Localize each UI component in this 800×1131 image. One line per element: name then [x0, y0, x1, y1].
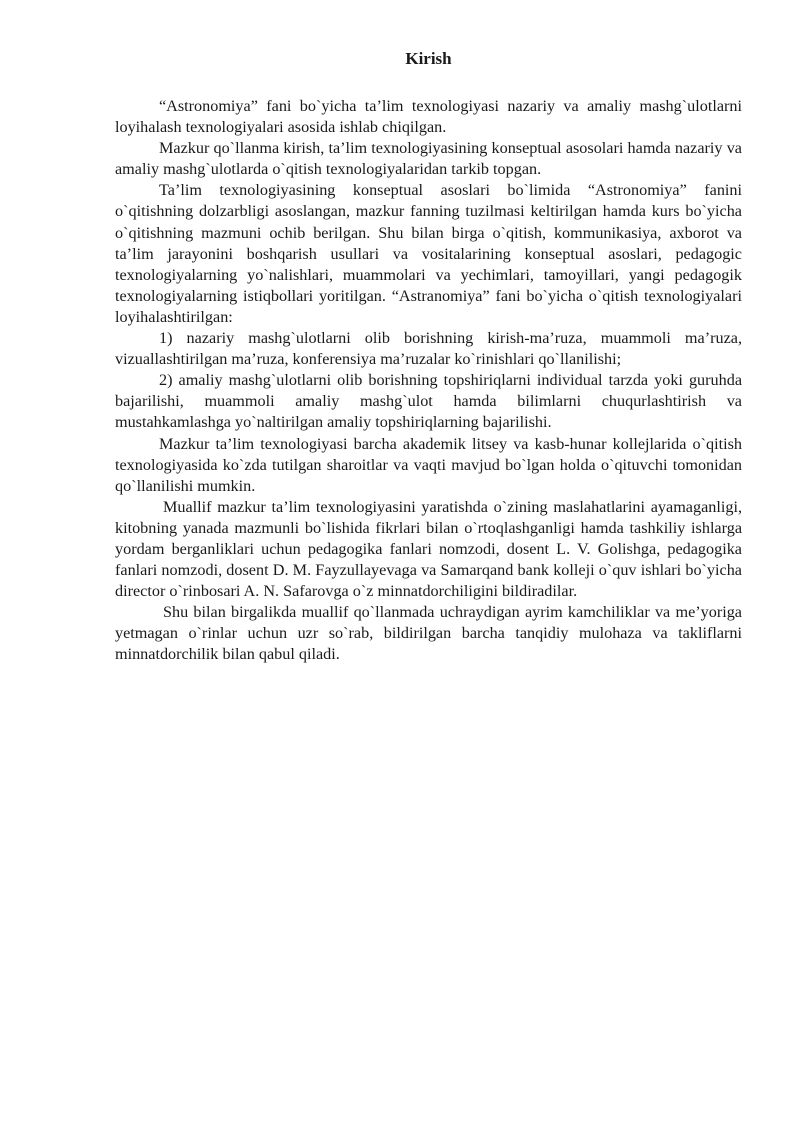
document-page — [115, 48, 742, 666]
paragraph-structure: Mazkur qo`llanma kirish, ta’lim texnologiyasining konseptual asosolari hamda nazariy va amaliy mashg`ulotlarda o`qitish texnologiyalaridan tarkib topgan. — [115, 139, 742, 179]
paragraph-usage: Mazkur ta’lim texnologiyasi barcha akademik litsey va kasb-hunar kollejlarida o`qitish texnologiyasida ko`zda tutilgan sharoitlar va vaqti mavjud bo`lgan holda o`qituvchi tomonidan qo`llanilishi mumkin. — [115, 434, 742, 495]
list-item-theory: 1) nazariy mashg`ulotlarni olib borishning kirish-ma’ruza, muammoli ma’ruza, vizuallashtirilgan ma’ruza, konferensiya ma’ruzalar ko`rinishlari qo`llanilishi; — [115, 329, 742, 369]
list-item-practice: 2) amaliy mashg`ulotlarni olib borishning topshiriqlarni individual tarzda yoki guruhda bajarilishi, muammoli amaliy mashg`ulot hamda bilimlarni chuqurlashtirish va mustahkamlashga yo`naltirilgan amaliy topshiriqlarning bajarilishi. — [115, 371, 742, 432]
paragraph-intro: “Astronomiya” fani bo`yicha ta’lim texnologiyasi nazariy va amaliy mashg`ulotlarni loyihalash texnologiyalari asosida ishlab chiqilgan. — [115, 97, 742, 137]
paragraph-apology: Shu bilan birgalikda muallif qo`llanmada uchraydigan ayrim kamchiliklar va me’yoriga yetmagan o`rinlar uchun uzr so`rab, bildirilgan barcha tanqidiy mulohaza va takliflarni minnatdorchilik bilan qabul qiladi. — [115, 603, 742, 664]
paragraph-acknowledgements: Muallif mazkur ta’lim texnologiyasini yaratishda o`zining maslahatlarini ayamaganligi, kitobning yanada mazmunli bo`lishida fikrlari bilan o`rtoqlashganligi hamda tashkiliy ishlarga yordam berganliklari uchun pedagogika fanlari nomzodi, dosent L. V. Golishga, pedagogika fanlari nomzodi, dosent D. M. Fayzullayevaga va Samarqand bank kolleji o`quv ishlari bo`yicha director o`rinbosari A. N. Safarovga o`z minnatdorchiligini bildiradilar. — [115, 497, 742, 601]
page-title: Kirish — [405, 49, 452, 68]
paragraph-conceptual-basis: Ta’lim texnologiyasining konseptual asoslari bo`limida “Astronomiya” fanini o`qitishning dolzarbligi asoslangan, mazkur fanning tuzilmasi keltirilgan hamda kurs bo`yicha o`qitishning mazmuni ochib berilgan. Shu bilan birga o`qitish, kommunikasiya, axborot va ta’lim jarayonini boshqarish usullari va vositalarining konseptual asoslari, pedagogic texnologiyalarning yo`nalishlari, muammolari va yechimlari, tamoyillari, yangi pedagogik texnologiyalarning istiqbollari yoritilgan. “Astranomiya” fani bo`yicha o`qitish texnologiyalari loyihalashtirilgan: — [115, 181, 742, 326]
